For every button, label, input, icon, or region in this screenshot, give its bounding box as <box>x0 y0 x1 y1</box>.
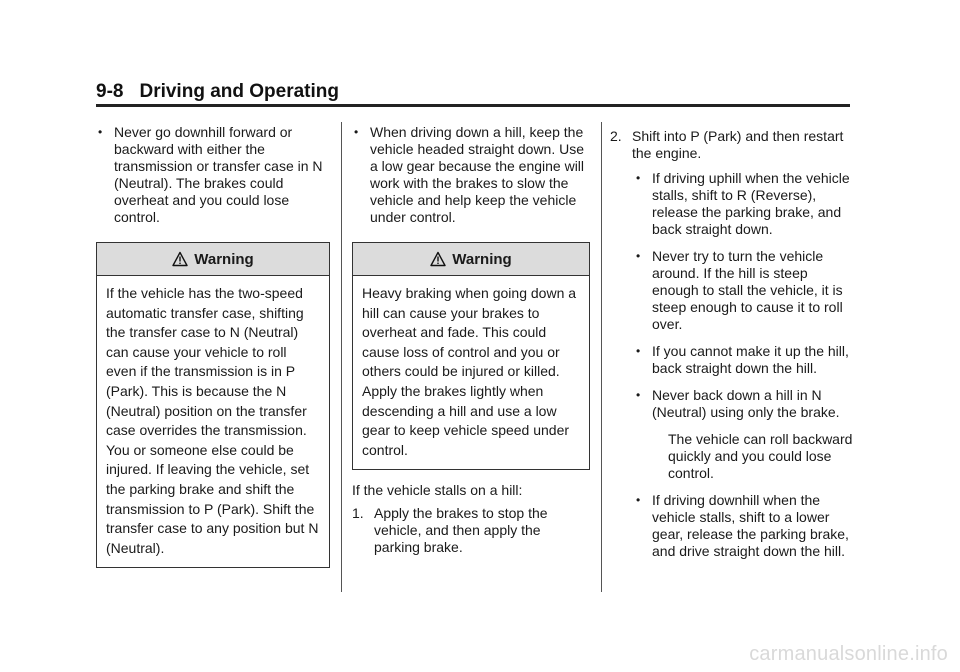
section-title: Driving and Operating <box>139 81 339 102</box>
bullet-icon: • <box>636 493 641 507</box>
bullet-item <box>634 387 854 421</box>
step-item <box>610 128 854 162</box>
page-header <box>96 80 850 106</box>
column-1 <box>96 124 330 580</box>
column-3 <box>610 124 854 570</box>
step-sub-list <box>610 170 854 560</box>
warning-label: Warning <box>452 250 512 268</box>
bullet-item <box>634 492 854 560</box>
column-divider-2 <box>601 122 602 592</box>
bullet-icon: • <box>636 388 641 402</box>
warning-text: Heavy braking when going down a hill can cause your brakes to overheat and fade. This could cause loss of control and you or others could be injured or killed. Apply the brakes lightly when descending a hill and use a low gear to keep vehicle speed under control. <box>362 285 577 458</box>
bullet-icon: • <box>636 344 641 358</box>
bullet-text: When driving down a hill, keep the vehicle headed straight down. Use a low gear because the engine will work with the brakes to slow the vehicle and help keep the vehicle under control. <box>370 124 585 225</box>
step-number: 2. <box>610 128 622 144</box>
step-text: Shift into P (Park) and then restart the engine. <box>632 128 844 161</box>
warning-icon <box>430 251 446 267</box>
warning-text: If the vehicle has the two-speed automatic transfer case, shifting the transfer case to N (Neutral) can cause your vehicle to roll even if the transmission is in P (Park). This is because the N (Neutral) position on the transfer case overrides the transmission. You or someone else could be injured. If leaving the vehicle, set the parking brake and shift the transmission to P (Park). Shift the transfer case to any position but N (Neutral). <box>106 285 319 556</box>
watermark: carmanualsonline.info <box>749 643 948 665</box>
bullet-icon: • <box>98 125 103 139</box>
warning-label: Warning <box>194 250 254 268</box>
warning-box <box>96 242 330 568</box>
warning-header <box>353 243 589 276</box>
bullet-item <box>634 248 854 333</box>
column-divider-1 <box>341 122 342 592</box>
bullet-text: If driving downhill when the vehicle stalls, shift to a lower gear, release the parking brake, and drive straight down the hill. <box>652 492 849 559</box>
bullet-item <box>352 124 590 226</box>
bullet-item <box>634 343 854 377</box>
page-title <box>96 80 850 104</box>
bullet-text: If you cannot make it up the hill, back straight down the hill. <box>652 343 849 376</box>
bullet-text: If driving uphill when the vehicle stalls, shift to R (Reverse), release the parking brake, and back straight down. <box>652 170 850 237</box>
warning-header <box>97 243 329 276</box>
bullet-item <box>96 124 330 226</box>
step-text: Apply the brakes to stop the vehicle, and then apply the parking brake. <box>374 505 548 556</box>
header-rule <box>96 104 850 107</box>
bullet-note: The vehicle can roll backward quickly and you could lose control. <box>668 431 853 481</box>
bullet-icon: • <box>636 249 641 263</box>
step-item <box>352 505 590 556</box>
stall-intro: If the vehicle stalls on a hill: <box>352 482 523 499</box>
step-number: 1. <box>352 505 364 522</box>
bullet-icon: • <box>636 171 641 185</box>
column-2 <box>352 124 590 564</box>
warning-icon <box>172 251 188 267</box>
section-number: 9-8 <box>96 81 124 102</box>
warning-box <box>352 242 590 470</box>
bullet-item <box>634 170 854 238</box>
bullet-icon: • <box>354 125 359 139</box>
bullet-text: Never try to turn the vehicle around. If the hill is steep enough to stall the vehicle, it is steep enough to cause it to roll over. <box>652 248 843 332</box>
bullet-text: Never back down a hill in N (Neutral) using only the brake. <box>652 387 840 420</box>
bullet-text: Never go downhill forward or backward with either the transmission or transfer case in N (Neutral). The brakes could overheat and you could lose control. <box>114 124 323 225</box>
